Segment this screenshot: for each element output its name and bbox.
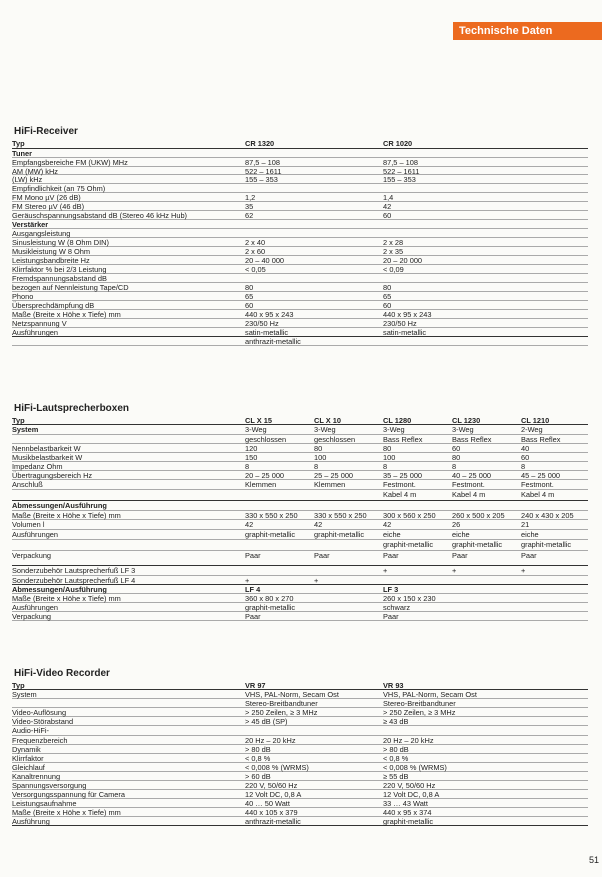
cell-value: 3-Weg [383,425,405,434]
table-row [12,566,588,576]
cell-value: CR 1020 [383,139,413,148]
cell-value: 65 [245,292,254,301]
cell-value: 440 x 95 x 243 [245,310,294,319]
table-row [12,699,588,708]
cell-value: ≥ 55 dB [383,772,409,781]
cell-value: 33 … 43 Watt [383,799,428,808]
cell-value: Paar [452,551,468,560]
table-row [12,193,588,202]
row-label: Verpackung [12,612,52,621]
table-row [12,551,588,566]
table-row [12,211,588,220]
cell-value: 42 [383,520,392,529]
cell-value: > 45 dB (SP) [245,717,288,726]
row-label: Maße (Breite x Höhe x Tiefe) mm [12,594,121,603]
cell-value: Paar [521,551,537,560]
cell-value: graphit-metallic [383,540,434,549]
row-label: FM Mono µV (26 dB) [12,193,81,202]
row-label: System [12,425,39,434]
cell-value: anthrazit-metallic [245,337,301,346]
row-label: Fremdspannungsabstand dB [12,274,107,283]
table-row [12,754,588,763]
cell-value: geschlossen [314,435,356,444]
cell-value: Stereo-Breitbandtuner [245,699,318,708]
table-row [12,158,588,167]
table-row [12,763,588,772]
table-row [12,256,588,265]
cell-value: 330 x 550 x 250 [245,511,298,520]
cell-value: graphit-metallic [314,530,365,539]
cell-value: 8 [521,462,526,471]
row-label: Typ [12,416,25,425]
table-row [12,444,588,453]
cell-value: 42 [383,202,392,211]
cell-value: 260 x 150 x 230 [383,594,436,603]
cell-value: schwarz [383,603,411,612]
table-row [12,274,588,283]
cell-value: 80 [314,444,323,453]
table-row [12,328,588,337]
row-label: Dynamik [12,745,41,754]
cell-value: 60 [521,453,530,462]
cell-value: < 0,09 [383,265,404,274]
row-label: Nennbelastbarkeit W [12,444,81,453]
table-row [12,717,588,726]
cell-value: 2-Weg [521,425,543,434]
cell-value: 155 – 353 [383,175,416,184]
cell-value: Paar [245,612,261,621]
row-label: Ausführungen [12,530,59,539]
row-label: Phono [12,292,34,301]
cell-value: Bass Reflex [452,435,492,444]
cell-value: 440 x 95 x 243 [383,310,432,319]
cell-value: Kabel 4 m [452,490,486,499]
row-label: Typ [12,681,25,690]
table-row [12,781,588,790]
row-label: Maße (Breite x Höhe x Tiefe) mm [12,511,121,520]
cell-value: < 0,008 % (WRMS) [383,763,447,772]
cell-value: Kabel 4 m [383,490,417,499]
row-label: Ausführungen [12,328,59,337]
cell-value: 260 x 500 x 205 [452,511,505,520]
cell-value: 522 – 1611 [245,167,282,176]
row-label: Netzspannung V [12,319,67,328]
cell-value: 40 … 50 Watt [245,799,290,808]
cell-value: Bass Reflex [521,435,561,444]
cell-value: 300 x 560 x 250 [383,511,436,520]
cell-value: Paar [245,551,261,560]
cell-value: Festmont. [452,480,485,489]
row-label: Maße (Breite x Höhe x Tiefe) mm [12,808,121,817]
section-title-receiver: HiFi-Receiver [14,126,78,137]
row-label: Klirrfaktor [12,754,44,763]
row-label: bezogen auf Nennleistung Tape/CD [12,283,129,292]
cell-value: Klemmen [314,480,346,489]
cell-value: Klemmen [245,480,277,489]
cell-value: + [245,576,250,585]
table-row [12,501,588,511]
cell-value: > 60 dB [245,772,271,781]
cell-value: 60 [245,301,254,310]
cell-value: 8 [245,462,250,471]
cell-value: 20 – 20 000 [383,256,423,265]
table-row [12,292,588,301]
cell-value: Stereo-Breitbandtuner [383,699,456,708]
cell-value: VHS, PAL-Norm, Secam Ost [245,690,339,699]
row-label: Musikleistung W 8 Ohm [12,247,91,256]
row-label: Abmessungen/Ausführung [12,501,107,510]
row-label: Typ [12,139,25,148]
row-label: Sonderzubehör Lautsprecherfuß LF 3 [12,566,136,575]
cell-value: 42 [245,520,254,529]
cell-value: Paar [383,551,399,560]
cell-value: 440 x 105 x 379 [245,808,298,817]
table-row [12,480,588,490]
row-label: Versorgungsspannung für Camera [12,790,125,799]
table-row [12,149,588,158]
table-row [12,301,588,310]
cell-value: CL X 15 [245,416,272,425]
row-label: Ausgangsleistung [12,229,71,238]
row-label: Verstärker [12,220,49,229]
row-label: AM (MW) kHz [12,167,58,176]
table-row [12,337,588,346]
table-row [12,585,588,594]
table-row [12,265,588,274]
table-row [12,799,588,808]
cell-value: 2 x 60 [245,247,266,256]
table-row [12,175,588,184]
cell-value: 2 x 35 [383,247,404,256]
cell-value: 220 V, 50/60 Hz [245,781,298,790]
cell-value: satin-metallic [383,328,427,337]
row-label: Ausführung [12,817,50,826]
table-row [12,238,588,247]
cell-value: CL 1210 [521,416,550,425]
table-row [12,435,588,444]
cell-value: 87,5 – 108 [245,158,280,167]
table-row [12,772,588,781]
row-label: Leistungsbandbreite Hz [12,256,90,265]
cell-value: 2 x 28 [383,238,404,247]
cell-value: 8 [452,462,457,471]
row-label: Sonderzubehör Lautsprecherfuß LF 4 [12,576,136,585]
cell-value: 20 – 25 000 [245,471,285,480]
cell-value: VR 93 [383,681,404,690]
row-label: FM Stereo µV (46 dB) [12,202,85,211]
row-label: Spannungsversorgung [12,781,87,790]
cell-value: 20 Hz – 20 kHz [383,736,434,745]
cell-value: > 250 Zeilen, ≥ 3 MHz [383,708,456,717]
cell-value: anthrazit-metallic [245,817,301,826]
section-title-speakers: HiFi-Lautsprecherboxen [14,403,130,414]
table-row [12,247,588,256]
cell-value: 80 [383,283,392,292]
table-row [12,462,588,471]
table-row [12,310,588,319]
cell-value: 45 – 25 000 [521,471,561,480]
table-row [12,416,588,425]
cell-value: Paar [314,551,330,560]
table-row [12,612,588,621]
cell-value: 20 – 40 000 [245,256,285,265]
cell-value: Kabel 4 m [521,490,555,499]
cell-value: + [314,576,319,585]
row-label: Frequenzbereich [12,736,68,745]
cell-value: 26 [452,520,461,529]
cell-value: 3-Weg [245,425,267,434]
table-row [12,184,588,193]
cell-value: 12 Volt DC, 0,8 A [245,790,302,799]
cell-value: Festmont. [521,480,554,489]
cell-value: 8 [383,462,388,471]
section-title-video: HiFi-Video Recorder [14,668,110,679]
cell-value: < 0,008 % (WRMS) [245,763,309,772]
table-row [12,471,588,480]
table-row [12,319,588,328]
cell-value: VHS, PAL-Norm, Secam Ost [383,690,477,699]
cell-value: 360 x 80 x 270 [245,594,294,603]
cell-value: 1,4 [383,193,394,202]
row-label: (LW) kHz [12,175,43,184]
table-row [12,690,588,699]
table-row [12,520,588,530]
cell-value: Festmont. [383,480,416,489]
table-row [12,540,588,551]
table-row [12,139,588,149]
cell-value: > 80 dB [245,745,271,754]
cell-value: > 250 Zeilen, ≥ 3 MHz [245,708,318,717]
row-label: Gleichlauf [12,763,45,772]
cell-value: + [521,566,526,575]
table-row [12,594,588,603]
row-label: Übersprechdämpfung dB [12,301,95,310]
cell-value: geschlossen [245,435,287,444]
cell-value: graphit-metallic [245,603,296,612]
cell-value: 21 [521,520,530,529]
cell-value: graphit-metallic [452,540,503,549]
cell-value: 35 [245,202,254,211]
cell-value: 150 [245,453,258,462]
cell-value: satin-metallic [245,328,289,337]
cell-value: < 0,05 [245,265,266,274]
cell-value: 1,2 [245,193,256,202]
cell-value: 440 x 95 x 374 [383,808,432,817]
row-label: Sinusleistung W (8 Ohm DIN) [12,238,109,247]
table-row [12,603,588,612]
table-row [12,229,588,238]
cell-value: 230/50 Hz [383,319,417,328]
cell-value: eiche [521,530,539,539]
table-row [12,453,588,462]
cell-value: 12 Volt DC, 0,8 A [383,790,440,799]
row-label: Video-Auflösung [12,708,67,717]
cell-value: eiche [383,530,401,539]
cell-value: LF 4 [245,585,261,594]
cell-value: 2 x 40 [245,238,266,247]
table-row [12,745,588,754]
cell-value: 120 [245,444,258,453]
cell-value: 80 [245,283,254,292]
table-row [12,167,588,175]
cell-value: 60 [383,211,392,220]
table-row [12,283,588,292]
row-label: Ausführungen [12,603,59,612]
row-label: Abmessungen/Ausführung [12,585,107,594]
row-label: Maße (Breite x Höhe x Tiefe) mm [12,310,121,319]
cell-value: Bass Reflex [383,435,423,444]
row-label: Empfangsbereiche FM (UKW) MHz [12,158,128,167]
cell-value: Paar [383,612,399,621]
row-label: Video-Störabstand [12,717,74,726]
cell-value: 40 [521,444,530,453]
cell-value: 220 V, 50/60 Hz [383,781,436,790]
table-row [12,530,588,540]
cell-value: 3-Weg [314,425,336,434]
cell-value: 155 – 353 [245,175,278,184]
table-row [12,425,588,435]
cell-value: VR 97 [245,681,266,690]
cell-value: 80 [383,444,392,453]
cell-value: graphit-metallic [383,817,434,826]
table-row [12,708,588,717]
row-label: Volumen l [12,520,45,529]
cell-value: 100 [314,453,327,462]
cell-value: ≥ 43 dB [383,717,409,726]
cell-value: CL 1280 [383,416,412,425]
cell-value: 62 [245,211,254,220]
cell-value: 60 [383,301,392,310]
table-row [12,576,588,585]
cell-value: 3-Weg [452,425,474,434]
header-banner: Technische Daten [453,22,602,40]
cell-value: 60 [452,444,461,453]
table-row [12,681,588,690]
cell-value: graphit-metallic [521,540,572,549]
cell-value: LF 3 [383,585,399,594]
row-label: Tuner [12,149,32,158]
cell-value: 330 x 550 x 250 [314,511,367,520]
cell-value: < 0,8 % [245,754,271,763]
cell-value: 65 [383,292,392,301]
row-label: Empfindlichkeit (an 75 Ohm) [12,184,106,193]
row-label: Anschluß [12,480,43,489]
row-label: System [12,690,37,699]
cell-value: 35 – 25 000 [383,471,423,480]
cell-value: 8 [314,462,319,471]
table-row [12,202,588,211]
table-row [12,817,588,826]
cell-value: 100 [383,453,396,462]
row-label: Audio-HiFi- [12,726,49,735]
row-label: Leistungsaufnahme [12,799,77,808]
table-row [12,511,588,520]
cell-value: 20 Hz – 20 kHz [245,736,296,745]
cell-value: 80 [452,453,461,462]
cell-value: 522 – 1611 [383,167,420,176]
row-label: Geräuschspannungsabstand dB (Stereo 46 kHz Hub) [12,211,188,220]
cell-value: > 80 dB [383,745,409,754]
row-label: Impedanz Ohm [12,462,63,471]
table-row [12,726,588,736]
table-row [12,220,588,229]
cell-value: + [452,566,457,575]
table-row [12,736,588,745]
cell-value: CL 1230 [452,416,481,425]
page-number: 51 [589,855,600,865]
row-label: Übertragungsbereich Hz [12,471,93,480]
cell-value: 230/50 Hz [245,319,279,328]
cell-value: 40 – 25 000 [452,471,492,480]
table-row [12,808,588,817]
cell-value: CR 1320 [245,139,275,148]
row-label: Verpackung [12,551,52,560]
cell-value: eiche [452,530,470,539]
table-row [12,490,588,501]
table-row [12,790,588,799]
cell-value: CL X 10 [314,416,341,425]
row-label: Kanaltrennung [12,772,61,781]
cell-value: 87,5 – 108 [383,158,418,167]
cell-value: 42 [314,520,323,529]
cell-value: 240 x 430 x 205 [521,511,574,520]
row-label: Musikbelastbarkeit W [12,453,83,462]
row-label: Klirrfaktor % bei 2/3 Leistung [12,265,107,274]
cell-value: + [383,566,388,575]
cell-value: 25 – 25 000 [314,471,354,480]
cell-value: graphit-metallic [245,530,296,539]
cell-value: < 0,8 % [383,754,409,763]
